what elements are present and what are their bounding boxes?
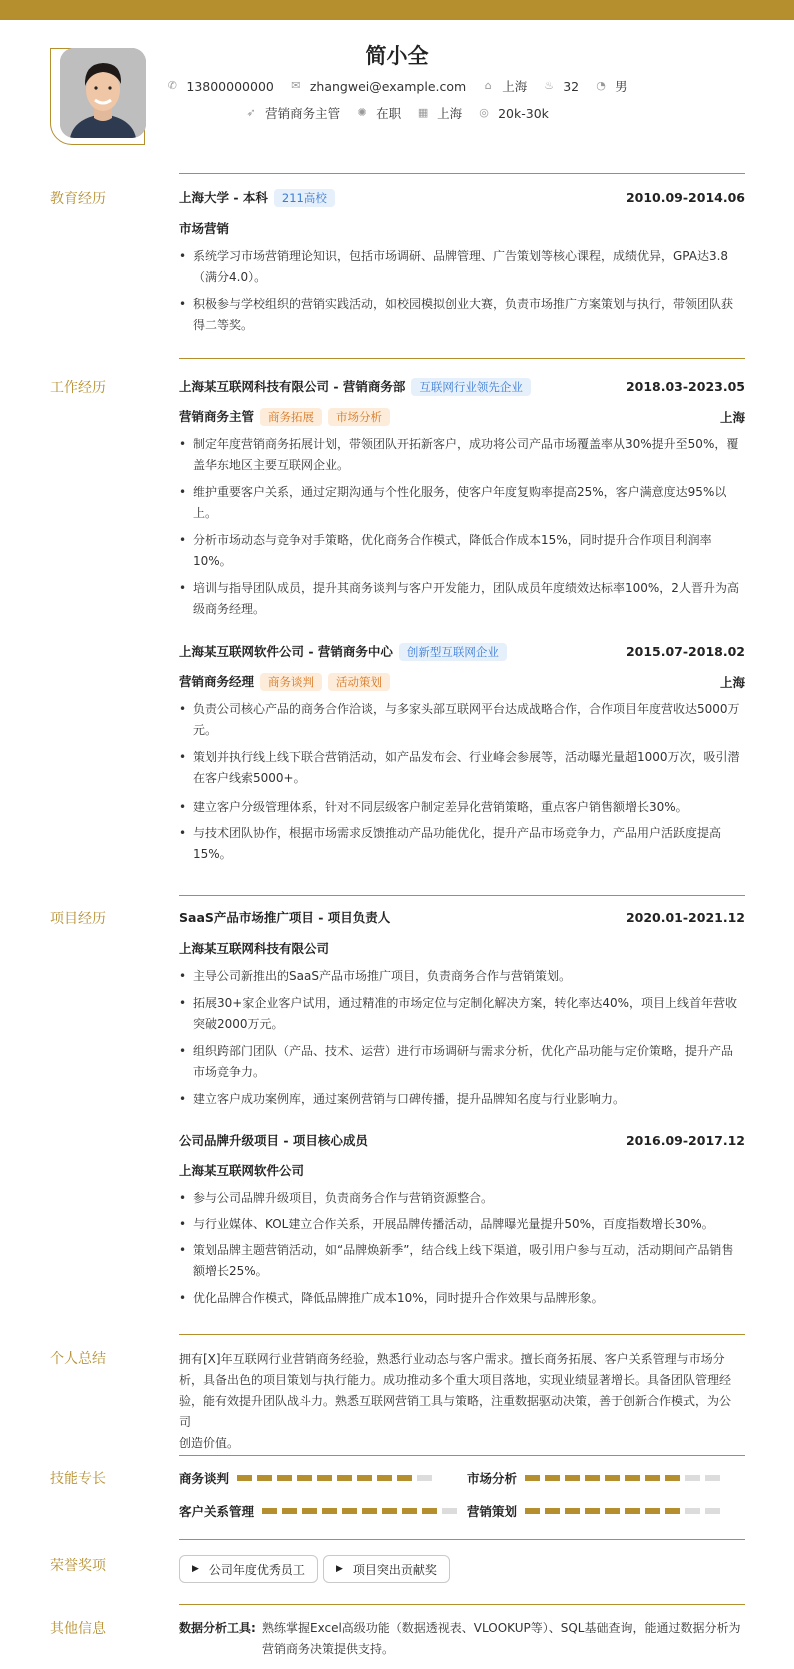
work-1-header	[179, 377, 745, 396]
award-label: 项目突出贡献奖	[352, 1562, 437, 1577]
skill-segment-filled	[277, 1475, 292, 1481]
section-divider	[179, 358, 745, 359]
role-tag: 商务拓展	[260, 408, 322, 426]
home-icon: ⌂	[484, 79, 492, 92]
gear-icon: ✺	[357, 106, 367, 119]
skill-level-bar	[525, 1508, 725, 1514]
send-icon: ➶	[246, 106, 256, 119]
skill-item	[467, 1502, 725, 1520]
role-tag: 活动策划	[328, 673, 390, 691]
top-accent-bar	[0, 0, 794, 20]
skill-segment-filled	[337, 1475, 352, 1481]
skill-segment-filled	[565, 1475, 580, 1481]
gender-icon: ◔	[596, 79, 606, 92]
candidate-name: 简小全	[365, 44, 429, 68]
work-1-role	[179, 407, 745, 426]
phone-item	[166, 79, 273, 94]
skill-segment-filled	[402, 1508, 417, 1514]
other-text: 熟练掌握Excel高级功能（数据透视表、VLOOKUP等）、SQL基础查询，能通过数据分析为 营销商务决策提供支持。	[262, 1621, 741, 1656]
list-item: • 策划品牌主题营销活动，如“品牌焕新季”，结合线上线下渠道，吸引用户参与互动，活动期间产品销售 额增长25%。	[179, 1240, 745, 1282]
skill-segment-empty	[442, 1508, 457, 1514]
building-icon: ▦	[417, 106, 429, 119]
skill-segment-filled	[585, 1475, 600, 1481]
skill-segment-filled	[525, 1508, 540, 1514]
section-title-work: 工作经历	[50, 380, 106, 396]
skill-segment-filled	[262, 1508, 277, 1514]
project-1-header	[179, 908, 745, 926]
skill-item	[179, 1469, 437, 1487]
project-2-header	[179, 1131, 745, 1149]
skill-segment-filled	[545, 1508, 560, 1514]
project-company: 上海某互联网软件公司	[179, 1163, 305, 1178]
list-item: • 维护重要客户关系，通过定期沟通与个性化服务，使客户年度复购率提高25%，客户满意度达95%以 上。	[179, 482, 745, 524]
list-item: • 参与公司品牌升级项目，负责商务合作与营销资源整合。	[179, 1188, 745, 1209]
skill-name: 营销策划	[467, 1504, 518, 1519]
work-2-header	[179, 642, 745, 661]
list-item: • 系统学习市场营销理论知识，包括市场调研、品牌管理、广告策划等核心课程，成绩优异，GPA达3.8 （满分4.0）。	[179, 246, 745, 288]
major: 市场营销	[179, 221, 230, 236]
job-target-item	[245, 104, 340, 122]
list-item: • 建立客户成功案例库，通过案例营销与口碑传播，提升品牌知名度与行业影响力。	[179, 1089, 745, 1110]
project-2-company-row	[179, 1161, 745, 1179]
company-name: 上海某互联网科技有限公司 - 营销商务部	[179, 379, 406, 394]
salary-value: 20k-30k	[498, 105, 549, 121]
section-divider	[179, 1334, 745, 1335]
mail-icon: ✉	[291, 79, 301, 92]
section-title-skills: 技能专长	[50, 1471, 106, 1487]
skill-segment-filled	[357, 1475, 372, 1481]
target-city-item	[417, 104, 462, 122]
skill-segment-empty	[685, 1508, 700, 1514]
role-tag: 市场分析	[328, 408, 390, 426]
section-divider	[179, 895, 745, 896]
section-title-education: 教育经历	[50, 191, 106, 207]
skill-segment-filled	[257, 1475, 272, 1481]
play-icon: ▶	[336, 1564, 343, 1574]
list-item: • 主导公司新推出的SaaS产品市场推广项目，负责商务合作与营销策划。	[179, 966, 745, 987]
other-info	[179, 1618, 749, 1660]
skill-segment-empty	[685, 1475, 700, 1481]
work-location: 上海	[719, 674, 745, 690]
skill-name: 商务谈判	[179, 1471, 230, 1486]
city-value: 上海	[502, 79, 528, 94]
education-header	[179, 188, 745, 207]
major-row	[179, 219, 745, 237]
skill-level-bar	[525, 1475, 725, 1481]
work-date: 2015.07-2018.02	[625, 644, 745, 659]
cake-icon: ♨	[544, 79, 555, 92]
list-item: • 策划并执行线上线下联合营销活动，如产品发布会、行业峰会参展等，活动曝光量超1000万次，吸引潜 在客户线索5000+。	[179, 747, 745, 789]
list-item: • 组织跨部门团队（产品、技术、运营）进行市场调研与需求分析，优化产品功能与定价策略，提升产品 市场竞争力。	[179, 1041, 745, 1083]
list-item: • 优化品牌合作模式，降低品牌推广成本10%，同时提升合作效果与品牌形象。	[179, 1288, 745, 1309]
project-1-company-row	[179, 939, 745, 957]
play-icon: ▶	[192, 1564, 199, 1574]
list-item: • 培训与指导团队成员，提升其商务谈判与客户开发能力，团队成员年度绩效达标率100%，2人晋升为高 级商务经理。	[179, 578, 745, 620]
age-item	[543, 79, 579, 94]
other-label: 数据分析工具:	[179, 1621, 256, 1635]
skill-segment-filled	[382, 1508, 397, 1514]
section-divider	[179, 1455, 745, 1456]
skill-segment-filled	[605, 1508, 620, 1514]
email-item	[290, 79, 466, 94]
contact-row	[0, 77, 794, 95]
company-tag: 创新型互联网企业	[399, 643, 507, 661]
skill-segment-filled	[605, 1475, 620, 1481]
job-intent-row	[0, 104, 794, 122]
list-item: • 拓展30+家企业客户试用，通过精准的市场定位与定制化解决方案，转化率达40%，项目上线首年营收 突破2000万元。	[179, 993, 745, 1035]
award-badge	[179, 1555, 318, 1583]
skill-segment-filled	[665, 1508, 680, 1514]
company-name: 上海某互联网软件公司 - 营销商务中心	[179, 644, 393, 659]
award-label: 公司年度优秀员工	[208, 1562, 305, 1577]
skill-segment-filled	[665, 1475, 680, 1481]
skill-name: 客户关系管理	[179, 1504, 255, 1519]
skill-segment-filled	[585, 1508, 600, 1514]
project-title: 公司品牌升级项目 - 项目核心成员	[179, 1133, 368, 1148]
city-item	[482, 77, 527, 95]
skill-item	[467, 1469, 725, 1487]
list-item: • 分析市场动态与竞争对手策略，优化商务合作模式，降低合作成本15%，同时提升合作项目利润率 10%。	[179, 530, 745, 572]
gender-value: 男	[615, 79, 628, 94]
skill-segment-empty	[705, 1508, 720, 1514]
skill-segment-filled	[625, 1475, 640, 1481]
skill-segment-filled	[317, 1475, 332, 1481]
summary-text: 拥有[X]年互联网行业营销商务经验，熟悉行业动态与客户需求。擅长商务拓展、客户关系管理与市场分 析，具备出色的项目策划与执行能力。成功推动多个重大项目落地，实现业绩显著增长。具备团队管理经 验，能有效提升团队战斗力。熟悉互联网营销工具与策略，注重数据驱动决策，善于创新合作模式，为公司 创造价值。	[179, 1352, 732, 1450]
role-title: 营销商务主管	[179, 409, 255, 424]
skill-segment-filled	[397, 1475, 412, 1481]
skill-segment-filled	[645, 1475, 660, 1481]
work-2-role	[179, 672, 745, 691]
section-divider	[179, 1604, 745, 1605]
section-title-summary: 个人总结	[50, 1351, 106, 1367]
phone-value: 13800000000	[186, 78, 274, 94]
job-target-value: 营销商务主管	[265, 106, 341, 121]
list-item: • 制定年度营销商务拓展计划，带领团队开拓新客户，成功将公司产品市场覆盖率从30%提升至50%，覆 盖华东地区主要互联网企业。	[179, 434, 745, 476]
skill-level-bar	[237, 1475, 437, 1481]
skill-segment-filled	[282, 1508, 297, 1514]
section-title-projects: 项目经历	[50, 911, 106, 927]
skill-segment-filled	[237, 1475, 252, 1481]
work-date: 2018.03-2023.05	[625, 379, 745, 394]
skill-segment-filled	[625, 1508, 640, 1514]
list-item: • 建立客户分级管理体系，针对不同层级客户制定差异化营销策略，重点客户销售额增长30%。	[179, 797, 745, 818]
skill-segment-filled	[322, 1508, 337, 1514]
section-divider	[179, 173, 745, 174]
role-tag: 商务谈判	[260, 673, 322, 691]
role-title: 营销商务经理	[179, 674, 255, 689]
skill-segment-filled	[342, 1508, 357, 1514]
skill-segment-filled	[525, 1475, 540, 1481]
company-tag: 互联网行业领先企业	[411, 378, 531, 396]
section-title-other: 其他信息	[50, 1621, 106, 1637]
section-divider	[179, 1539, 745, 1540]
list-item: • 与行业媒体、KOL建立合作关系，开展品牌传播活动，品牌曝光量提升50%，百度指数增长30%。	[179, 1214, 745, 1235]
list-item: • 负责公司核心产品的商务合作洽谈，与多家头部互联网平台达成战略合作，合作项目年度营收达5000万 元。	[179, 699, 745, 741]
skill-segment-empty	[705, 1475, 720, 1481]
target-city-value: 上海	[437, 106, 463, 121]
skill-segment-filled	[297, 1475, 312, 1481]
skill-segment-filled	[545, 1475, 560, 1481]
project-company: 上海某互联网科技有限公司	[179, 941, 330, 956]
skill-segment-filled	[302, 1508, 317, 1514]
status-item	[356, 104, 401, 122]
work-location: 上海	[719, 409, 745, 425]
education-date: 2010.09-2014.06	[625, 190, 745, 205]
skill-item	[179, 1502, 462, 1520]
skill-level-bar	[262, 1508, 462, 1514]
skill-segment-filled	[362, 1508, 377, 1514]
gender-item	[595, 77, 628, 95]
section-title-honors: 荣誉奖项	[50, 1558, 106, 1574]
skill-segment-filled	[377, 1475, 392, 1481]
project-title: SaaS产品市场推广项目 - 项目负责人	[179, 910, 391, 925]
list-item: • 积极参与学校组织的营销实践活动，如校园模拟创业大赛，负责市场推广方案策划与执行，带领团队获 得二等奖。	[179, 294, 745, 336]
age-value: 32	[563, 78, 580, 94]
status-value: 在职	[376, 106, 402, 121]
email-value: zhangwei@example.com	[309, 78, 467, 94]
phone-icon: ✆	[167, 79, 177, 92]
school-tag: 211高校	[274, 189, 335, 207]
skill-segment-filled	[422, 1508, 437, 1514]
skill-segment-filled	[565, 1508, 580, 1514]
award-badge	[323, 1555, 450, 1583]
project-date: 2016.09-2017.12	[625, 1132, 745, 1148]
money-icon: ◎	[479, 106, 489, 119]
school-name: 上海大学 - 本科	[179, 190, 268, 205]
skill-name: 市场分析	[467, 1471, 518, 1486]
project-date: 2020.01-2021.12	[625, 909, 745, 925]
salary-item	[478, 106, 549, 121]
skill-segment-filled	[645, 1508, 660, 1514]
list-item: • 与技术团队协作，根据市场需求反馈推动产品功能优化，提升产品市场竞争力，产品用户活跃度提高 15%。	[179, 823, 745, 865]
skill-segment-empty	[417, 1475, 432, 1481]
